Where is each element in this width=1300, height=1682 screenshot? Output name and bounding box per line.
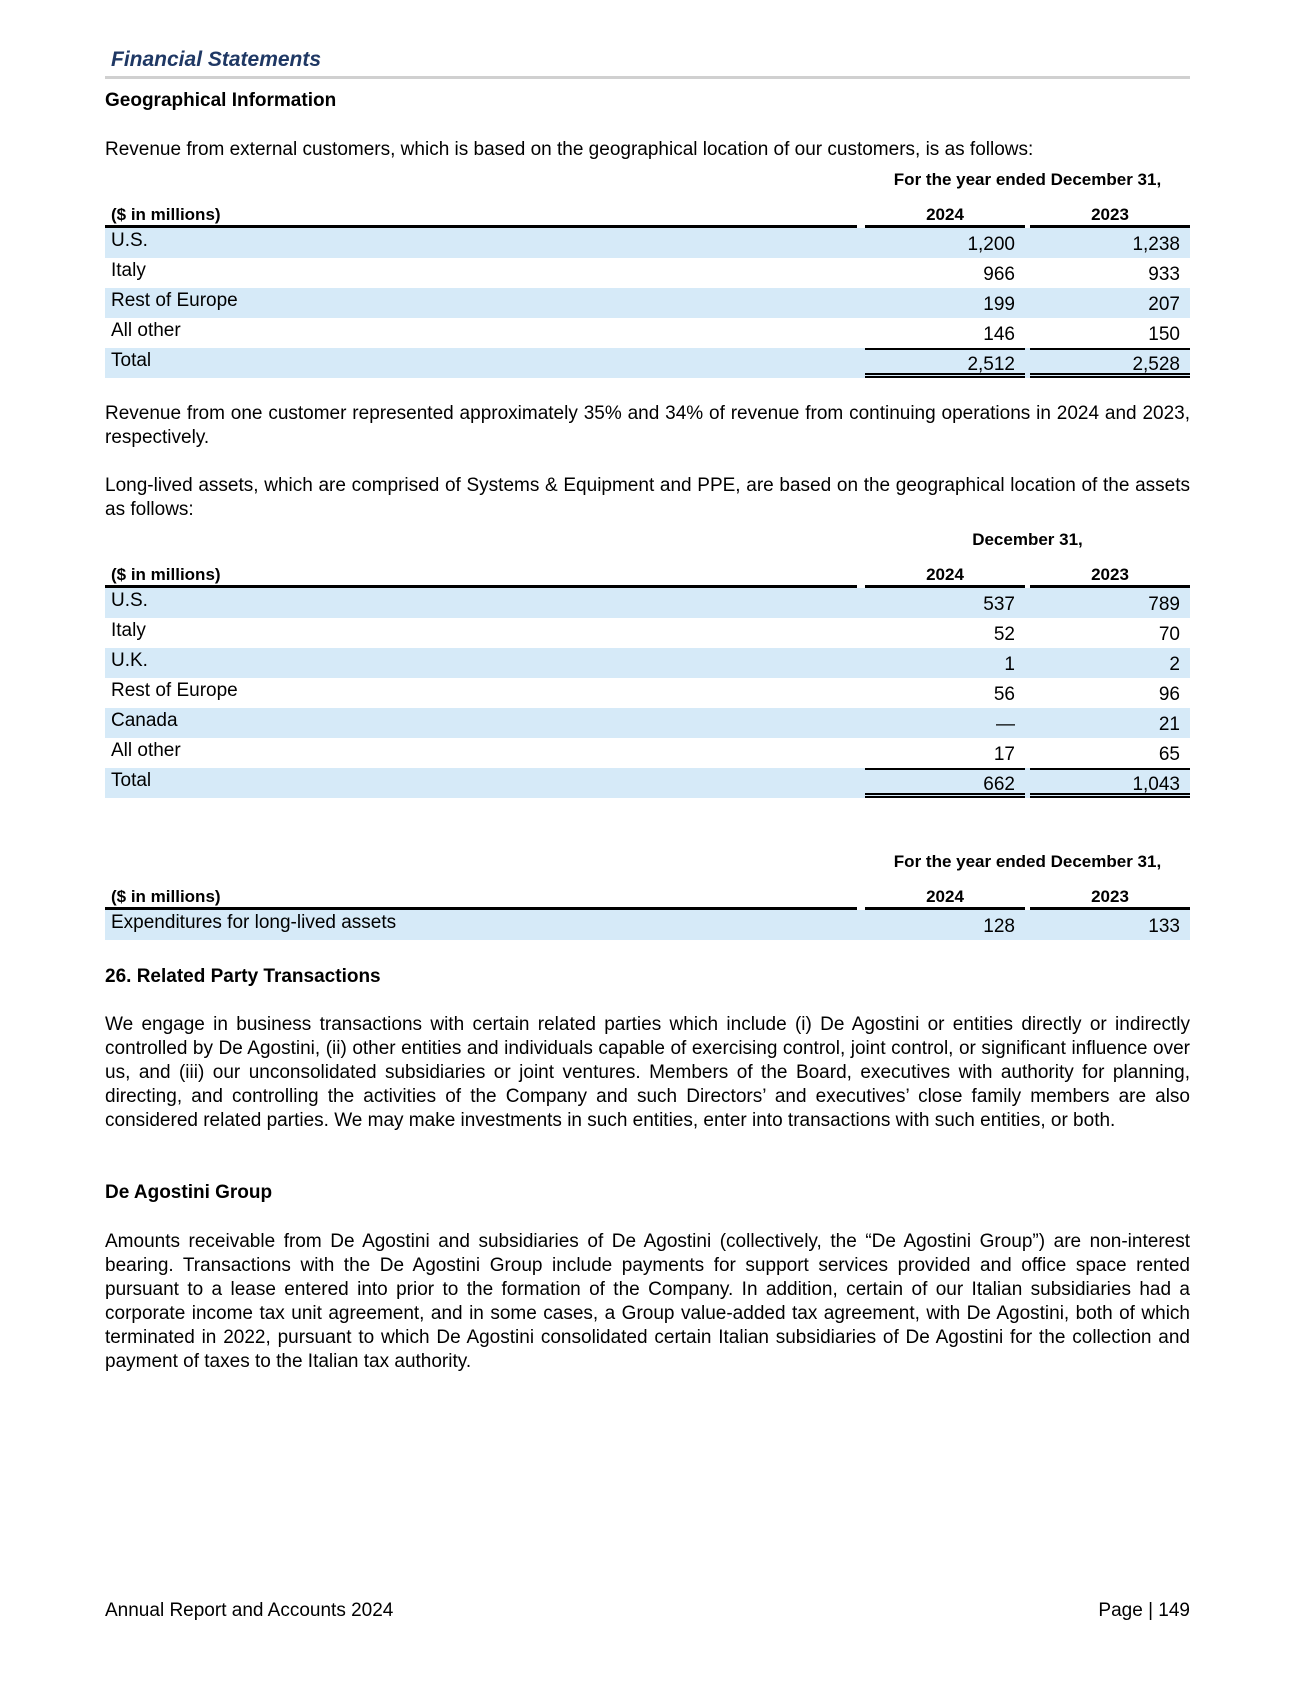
row-value-2024: 56 [993, 684, 1015, 705]
assets-period-label: December 31, [972, 530, 1083, 549]
row-value-2024: 146 [983, 324, 1015, 345]
row-value-2023: 70 [1158, 624, 1180, 645]
row-label: Expenditures for long-lived assets [111, 912, 397, 933]
assets-table-header [105, 526, 1190, 588]
capex-col-2023: 2023 [1091, 887, 1129, 906]
row-label: Total [111, 770, 152, 791]
table-row [105, 708, 1190, 738]
row-value-2023: 21 [1158, 714, 1180, 735]
header-title: Financial Statements [111, 48, 322, 71]
row-label: Italy [111, 260, 146, 281]
table-row [105, 738, 1190, 768]
capex-period-label: For the year ended December 31, [893, 852, 1162, 871]
row-value-2024: 199 [983, 294, 1015, 315]
related-paragraph: We engage in business transactions with certain related parties which include (i) De Agostini or entities directly or indirectly controlled by De Agostini, (ii) other entities and individuals capable of exercising control, joint control, or significant influence over us, and (iii) our unconsolidated subsidiaries or joint ventures. Members of the Board, executives with authority for planning, directing, and controlling the activities of the Company and such Directors’ and executives’ close family members are also considered related parties. We may make investments in such entities, enter into transactions with such entities, or both. [105, 1014, 1190, 1131]
row-value-2023: 933 [1148, 264, 1180, 285]
row-label: Total [111, 350, 152, 371]
de-agostini-heading: De Agostini Group [105, 1182, 273, 1203]
revenue-unit-label: ($ in millions) [111, 205, 221, 224]
row-value-2024: 1 [1004, 654, 1015, 675]
related-heading: 26. Related Party Transactions [105, 966, 381, 987]
table-row [105, 648, 1190, 678]
table-row [105, 258, 1190, 288]
row-value-2023: 2 [1169, 654, 1180, 675]
row-value-2023: 1,238 [1132, 234, 1180, 255]
geo-heading: Geographical Information [105, 90, 337, 111]
row-value-2023: 207 [1148, 294, 1180, 315]
revenue-period-label: For the year ended December 31, [893, 170, 1162, 189]
row-label: Canada [111, 710, 178, 731]
row-label: Rest of Europe [111, 680, 238, 701]
revenue-table-header [105, 166, 1190, 228]
row-value-2023: 2,528 [1132, 354, 1180, 375]
row-value-2024: 537 [983, 594, 1015, 615]
de-agostini-paragraph: Amounts receivable from De Agostini and subsidiaries of De Agostini (collectively, the “De Agostini Group”) are non-interest bearing. Transactions with the De Agostini Group include payments for support services provided and office space rented pursuant to a lease entered into prior to the formation of the Company. In addition, certain of our Italian subsidiaries had a corporate income tax unit agreement, and in some cases, a Group value-added tax agreement, with De Agostini, both of which terminated in 2022, pursuant to which De Agostini consolidated certain Italian subsidiaries of De Agostini for the collection and payment of taxes to the Italian tax authority. [105, 1231, 1190, 1372]
revenue-col-2023: 2023 [1091, 205, 1129, 224]
row-label: U.K. [111, 650, 148, 671]
table-row [105, 318, 1190, 348]
table-row [105, 910, 1190, 940]
footer-report-title: Annual Report and Accounts 2024 [105, 1600, 394, 1621]
table-row [105, 588, 1190, 618]
row-value-2023: 789 [1148, 594, 1180, 615]
capex-table [105, 848, 1190, 940]
row-value-2023: 96 [1158, 684, 1180, 705]
row-value-2023: 1,043 [1132, 774, 1180, 795]
table-row [105, 228, 1190, 258]
row-value-2024: 662 [983, 774, 1015, 795]
footer-page-number: Page | 149 [1098, 1600, 1190, 1621]
row-value-2024: — [996, 714, 1015, 735]
revenue-intro: Revenue from external customers, which is based on the geographical location of our customers, is as follows: [105, 139, 1034, 160]
header-divider [105, 76, 1190, 79]
total-row [105, 768, 1190, 798]
row-label: U.S. [111, 230, 148, 251]
revenue-table [105, 166, 1190, 378]
assets-unit-label: ($ in millions) [111, 565, 221, 584]
revenue-col-2024: 2024 [926, 205, 964, 224]
row-value-2024: 17 [993, 744, 1015, 765]
row-value-2023: 133 [1148, 916, 1180, 937]
row-value-2023: 65 [1158, 744, 1180, 765]
table-row [105, 678, 1190, 708]
table-row [105, 618, 1190, 648]
row-value-2024: 52 [993, 624, 1015, 645]
assets-table [105, 526, 1190, 798]
assets-col-2024: 2024 [926, 565, 964, 584]
row-value-2024: 1,200 [967, 234, 1015, 255]
row-label: U.S. [111, 590, 148, 611]
row-label: All other [111, 320, 181, 341]
row-label: Rest of Europe [111, 290, 238, 311]
capex-col-2024: 2024 [926, 887, 964, 906]
row-value-2024: 966 [983, 264, 1015, 285]
total-row [105, 348, 1190, 378]
capex-unit-label: ($ in millions) [111, 887, 221, 906]
customer-note: Revenue from one customer represented approximately 35% and 34% of revenue from continuing operations in 2024 and 2023, respectively. [105, 403, 1190, 448]
table-row [105, 288, 1190, 318]
assets-col-2023: 2023 [1091, 565, 1129, 584]
capex-table-header [105, 848, 1190, 910]
row-value-2024: 128 [983, 916, 1015, 937]
row-label: All other [111, 740, 181, 761]
row-label: Italy [111, 620, 146, 641]
row-value-2023: 150 [1148, 324, 1180, 345]
row-value-2024: 2,512 [967, 354, 1015, 375]
assets-intro: Long-lived assets, which are comprised of Systems & Equipment and PPE, are based on the geographical location of the assets as follows: [105, 475, 1190, 520]
